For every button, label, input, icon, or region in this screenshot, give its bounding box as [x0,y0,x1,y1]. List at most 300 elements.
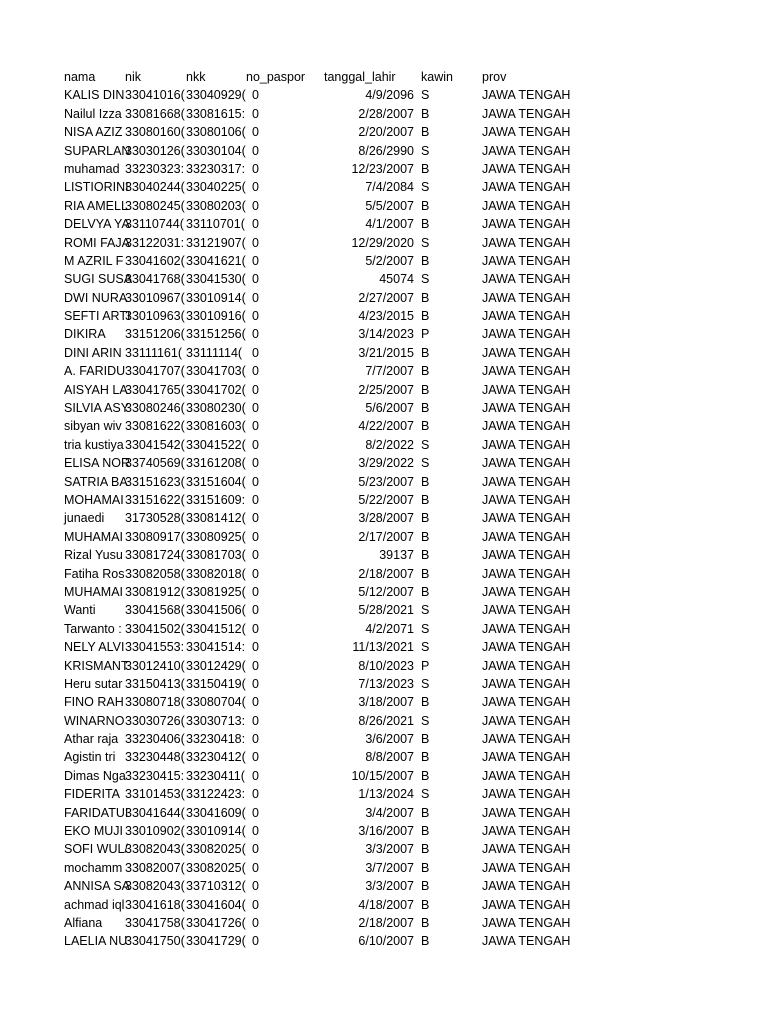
cell-nik[interactable]: 33030726( [125,713,185,728]
cell-kawin[interactable]: B [421,879,430,894]
cell-prov[interactable]: JAWA TENGAH [482,309,571,324]
cell-nik[interactable]: 33081724( [125,548,185,563]
cell-kawin[interactable]: S [421,640,430,655]
cell-kawin[interactable]: B [421,474,430,489]
cell-no-paspor[interactable]: 0 [252,676,259,691]
cell-nkk[interactable]: 33230411( [186,768,245,783]
cell-nkk[interactable]: 33150419( [186,676,246,691]
cell-kawin[interactable]: B [421,824,430,839]
cell-no-paspor[interactable]: 0 [252,143,259,158]
cell-tanggal-lahir[interactable]: 7/7/2007 [365,364,414,379]
cell-prov[interactable]: JAWA TENGAH [482,842,571,857]
cell-no-paspor[interactable]: 0 [252,768,259,783]
cell-nkk[interactable]: 33121907( [186,235,246,250]
cell-no-paspor[interactable]: 0 [252,805,259,820]
cell-nkk[interactable]: 33080203( [186,198,246,213]
cell-nkk[interactable]: 33230317: [186,161,246,176]
cell-no-paspor[interactable]: 0 [252,566,259,581]
cell-prov[interactable]: JAWA TENGAH [482,143,571,158]
cell-nama[interactable]: Fatiha Ros [64,566,125,581]
cell-no-paspor[interactable]: 0 [252,842,259,857]
cell-nkk[interactable]: 33082025( [186,842,246,857]
cell-tanggal-lahir[interactable]: 5/23/2007 [358,474,414,489]
cell-no-paspor[interactable]: 0 [252,364,259,379]
cell-nkk[interactable]: 33030104( [186,143,246,158]
cell-prov[interactable]: JAWA TENGAH [482,640,571,655]
cell-prov[interactable]: JAWA TENGAH [482,401,571,416]
cell-kawin[interactable]: S [421,437,430,452]
cell-no-paspor[interactable]: 0 [252,511,259,526]
cell-prov[interactable]: JAWA TENGAH [482,934,571,949]
cell-tanggal-lahir[interactable]: 8/26/2990 [358,143,414,158]
cell-nkk[interactable]: 33081615: [186,106,246,121]
cell-nama[interactable]: SUGI SUSA [64,272,133,287]
cell-nkk[interactable]: 33041726( [186,915,246,930]
cell-nkk[interactable]: 33041514: [186,640,246,655]
cell-prov[interactable]: JAWA TENGAH [482,88,571,103]
cell-nik[interactable]: 33080245( [125,198,185,213]
cell-no-paspor[interactable]: 0 [252,161,259,176]
cell-nkk[interactable]: 33082025( [186,860,246,875]
cell-nama[interactable]: Rizal Yusu [64,548,123,563]
cell-tanggal-lahir[interactable]: 3/18/2007 [358,695,414,710]
cell-no-paspor[interactable]: 0 [252,327,259,342]
cell-kawin[interactable]: B [421,401,430,416]
cell-tanggal-lahir[interactable]: 12/29/2020 [351,235,414,250]
cell-nkk[interactable]: 33010916( [186,309,246,324]
cell-nama[interactable]: SOFI WUL/ [64,842,128,857]
cell-nik[interactable]: 33110744( [125,217,184,232]
cell-no-paspor[interactable]: 0 [252,106,259,121]
cell-prov[interactable]: JAWA TENGAH [482,492,571,507]
cell-no-paspor[interactable]: 0 [252,419,259,434]
cell-nkk[interactable]: 33041729( [186,934,246,949]
cell-no-paspor[interactable]: 0 [252,401,259,416]
cell-prov[interactable]: JAWA TENGAH [482,897,571,912]
cell-no-paspor[interactable]: 0 [252,217,259,232]
cell-kawin[interactable]: S [421,143,430,158]
cell-nkk[interactable]: 33041703( [186,364,246,379]
cell-tanggal-lahir[interactable]: 5/5/2007 [365,198,414,213]
cell-prov[interactable]: JAWA TENGAH [482,161,571,176]
cell-kawin[interactable]: S [421,456,430,471]
cell-nkk[interactable]: 33040929( [186,88,246,103]
cell-nik[interactable]: 33740569( [125,456,185,471]
cell-nkk[interactable]: 33081703( [186,548,246,563]
cell-nik[interactable]: 33040244( [125,180,185,195]
cell-tanggal-lahir[interactable]: 2/25/2007 [358,382,414,397]
cell-kawin[interactable]: B [421,768,430,783]
cell-no-paspor[interactable]: 0 [252,658,259,673]
cell-nik[interactable]: 33230406( [125,732,185,747]
cell-no-paspor[interactable]: 0 [252,640,259,655]
cell-nik[interactable]: 33082043( [125,879,185,894]
cell-nik[interactable]: 33151206( [125,327,185,342]
cell-tanggal-lahir[interactable]: 3/28/2007 [358,511,414,526]
cell-nama[interactable]: WINARNO [64,713,125,728]
cell-nama[interactable]: MUHAMAI [64,584,124,599]
header-nkk[interactable]: nkk [186,70,206,84]
cell-no-paspor[interactable]: 0 [252,548,259,563]
header-tanggal-lahir[interactable]: tanggal_lahir [324,70,396,84]
cell-nama[interactable]: junaedi [64,511,105,526]
cell-tanggal-lahir[interactable]: 7/4/2084 [365,180,414,195]
cell-tanggal-lahir[interactable]: 6/10/2007 [358,934,414,949]
cell-nik[interactable]: 33030126( [125,143,185,158]
cell-no-paspor[interactable]: 0 [252,695,259,710]
cell-nkk[interactable]: 33041621( [186,253,246,268]
cell-nik[interactable]: 33080160( [125,125,185,140]
cell-prov[interactable]: JAWA TENGAH [482,235,571,250]
cell-prov[interactable]: JAWA TENGAH [482,253,571,268]
cell-nama[interactable]: MOHAMAI [64,492,124,507]
cell-tanggal-lahir[interactable]: 5/12/2007 [358,584,414,599]
header-nik[interactable]: nik [125,70,141,84]
cell-nik[interactable]: 33010963( [125,309,185,324]
cell-nik[interactable]: 33041707( [125,364,185,379]
cell-prov[interactable]: JAWA TENGAH [482,768,571,783]
cell-nkk[interactable]: 33122423: [186,787,246,802]
cell-prov[interactable]: JAWA TENGAH [482,676,571,691]
cell-prov[interactable]: JAWA TENGAH [482,805,571,820]
cell-nama[interactable]: MUHAMAI [64,529,124,544]
cell-nama[interactable]: achmad iql [64,897,125,912]
cell-nama[interactable]: NELY ALVI [64,640,125,655]
cell-tanggal-lahir[interactable]: 4/22/2007 [358,419,414,434]
cell-prov[interactable]: JAWA TENGAH [482,125,571,140]
cell-tanggal-lahir[interactable]: 3/21/2015 [358,345,414,360]
cell-nama[interactable]: mochamm [64,860,123,875]
cell-nkk[interactable]: 33151604( [186,474,246,489]
cell-prov[interactable]: JAWA TENGAH [482,364,571,379]
cell-no-paspor[interactable]: 0 [252,474,259,489]
cell-tanggal-lahir[interactable]: 1/13/2024 [358,787,414,802]
cell-kawin[interactable]: P [421,658,430,673]
cell-no-paspor[interactable]: 0 [252,198,259,213]
cell-prov[interactable]: JAWA TENGAH [482,787,571,802]
cell-no-paspor[interactable]: 0 [252,621,259,636]
cell-no-paspor[interactable]: 0 [252,235,259,250]
cell-nama[interactable]: AISYAH LA [64,382,128,397]
cell-prov[interactable]: JAWA TENGAH [482,437,571,452]
cell-nama[interactable]: Athar raja [64,732,119,747]
cell-nama[interactable]: DIKIRA [64,327,106,342]
cell-nama[interactable]: Heru sutar [64,676,123,691]
cell-kawin[interactable]: B [421,345,430,360]
header-no-paspor[interactable]: no_paspor [246,70,306,84]
cell-tanggal-lahir[interactable]: 2/17/2007 [358,529,414,544]
cell-nik[interactable]: 33041750( [125,934,185,949]
cell-nama[interactable]: Tarwanto : [64,621,122,636]
cell-nik[interactable]: 33122031: [125,235,185,250]
cell-kawin[interactable]: B [421,732,430,747]
cell-kawin[interactable]: S [421,88,430,103]
cell-no-paspor[interactable]: 0 [252,88,259,103]
cell-nik[interactable]: 33010967( [125,290,185,305]
cell-tanggal-lahir[interactable]: 2/18/2007 [358,915,414,930]
cell-nkk[interactable]: 33080704( [186,695,246,710]
cell-prov[interactable]: JAWA TENGAH [482,272,571,287]
cell-nik[interactable]: 33082058( [125,566,185,581]
cell-nkk[interactable]: 33710312( [186,879,246,894]
cell-nama[interactable]: NISA AZIZ [64,125,123,140]
cell-prov[interactable]: JAWA TENGAH [482,511,571,526]
cell-tanggal-lahir[interactable]: 5/2/2007 [365,253,414,268]
cell-nama[interactable]: muhamad [64,161,120,176]
cell-kawin[interactable]: P [421,327,430,342]
cell-kawin[interactable]: B [421,860,430,875]
cell-nik[interactable]: 33041644( [125,805,185,820]
cell-nik[interactable]: 33041758( [125,915,185,930]
cell-no-paspor[interactable]: 0 [252,915,259,930]
cell-nama[interactable]: sibyan wiv [64,419,122,434]
cell-kawin[interactable]: B [421,309,430,324]
cell-tanggal-lahir[interactable]: 3/14/2023 [358,327,414,342]
cell-prov[interactable]: JAWA TENGAH [482,566,571,581]
cell-no-paspor[interactable]: 0 [252,879,259,894]
cell-nkk[interactable]: 33010914( [186,824,246,839]
cell-nama[interactable]: Nailul Izza [64,106,122,121]
cell-kawin[interactable]: S [421,272,430,287]
cell-prov[interactable]: JAWA TENGAH [482,860,571,875]
cell-nama[interactable]: ROMI FAJA [64,235,130,250]
cell-tanggal-lahir[interactable]: 8/10/2023 [358,658,414,673]
cell-kawin[interactable]: B [421,915,430,930]
cell-nkk[interactable]: 33081925( [186,584,246,599]
cell-prov[interactable]: JAWA TENGAH [482,456,571,471]
cell-nkk[interactable]: 33041609( [186,805,246,820]
cell-nkk[interactable]: 33041512( [186,621,246,636]
cell-nama[interactable]: DWI NURA [64,290,128,305]
cell-nkk[interactable]: 33081412( [186,511,246,526]
cell-nama[interactable]: Wanti [64,603,96,618]
cell-prov[interactable]: JAWA TENGAH [482,106,571,121]
cell-no-paspor[interactable]: 0 [252,897,259,912]
cell-nama[interactable]: Alfiana [64,915,103,930]
cell-tanggal-lahir[interactable]: 2/28/2007 [358,106,414,121]
cell-prov[interactable]: JAWA TENGAH [482,584,571,599]
cell-prov[interactable]: JAWA TENGAH [482,419,571,434]
cell-kawin[interactable]: S [421,621,430,636]
cell-nama[interactable]: ANNISA SA [64,879,130,894]
cell-kawin[interactable]: B [421,529,430,544]
cell-tanggal-lahir[interactable]: 4/9/2096 [365,88,414,103]
cell-nkk[interactable]: 33041604( [186,897,246,912]
cell-no-paspor[interactable]: 0 [252,787,259,802]
cell-nik[interactable]: 33230448( [125,750,185,765]
cell-prov[interactable]: JAWA TENGAH [482,695,571,710]
cell-tanggal-lahir[interactable]: 12/23/2007 [351,161,414,176]
cell-nama[interactable]: A. FARIDU [64,364,126,379]
cell-no-paspor[interactable]: 0 [252,860,259,875]
cell-kawin[interactable]: B [421,750,430,765]
cell-nik[interactable]: 33041502( [125,621,185,636]
cell-no-paspor[interactable]: 0 [252,253,259,268]
cell-kawin[interactable]: S [421,603,430,618]
cell-prov[interactable]: JAWA TENGAH [482,180,571,195]
cell-kawin[interactable]: B [421,364,430,379]
cell-tanggal-lahir[interactable]: 2/18/2007 [358,566,414,581]
cell-nkk[interactable]: 33041506( [186,603,246,618]
cell-nik[interactable]: 33151622( [125,492,185,507]
cell-kawin[interactable]: B [421,419,430,434]
cell-no-paspor[interactable]: 0 [252,382,259,397]
cell-kawin[interactable]: B [421,106,430,121]
cell-nama[interactable]: Dimas Nga [64,768,126,783]
cell-nkk[interactable]: 33230418: [186,732,246,747]
cell-prov[interactable]: JAWA TENGAH [482,658,571,673]
cell-tanggal-lahir[interactable]: 2/27/2007 [358,290,414,305]
cell-kawin[interactable]: B [421,897,430,912]
cell-tanggal-lahir[interactable]: 5/6/2007 [365,401,414,416]
cell-nkk[interactable]: 33161208( [186,456,246,471]
cell-prov[interactable]: JAWA TENGAH [482,529,571,544]
cell-nkk[interactable]: 33080106( [186,125,246,140]
cell-nik[interactable]: 33041016( [125,88,185,103]
cell-nik[interactable]: 33041542( [125,437,185,452]
cell-nama[interactable]: LAELIA NU [64,934,128,949]
cell-nkk[interactable]: 33080925( [186,529,246,544]
cell-tanggal-lahir[interactable]: 3/7/2007 [365,860,414,875]
cell-prov[interactable]: JAWA TENGAH [482,750,571,765]
cell-no-paspor[interactable]: 0 [252,713,259,728]
cell-prov[interactable]: JAWA TENGAH [482,879,571,894]
cell-nik[interactable]: 33101453( [125,787,185,802]
cell-prov[interactable]: JAWA TENGAH [482,290,571,305]
cell-nik[interactable]: 33041765( [125,382,185,397]
cell-kawin[interactable]: B [421,125,430,140]
cell-prov[interactable]: JAWA TENGAH [482,474,571,489]
cell-tanggal-lahir[interactable]: 10/15/2007 [351,768,414,783]
cell-prov[interactable]: JAWA TENGAH [482,713,571,728]
cell-nama[interactable]: DELVYA YA [64,217,130,232]
cell-kawin[interactable]: B [421,511,430,526]
cell-nkk[interactable]: 33151609: [186,492,246,507]
cell-nik[interactable]: 33080718( [125,695,185,710]
cell-no-paspor[interactable]: 0 [252,125,259,140]
cell-tanggal-lahir[interactable]: 3/3/2007 [365,879,414,894]
cell-nama[interactable]: FINO RAH [64,695,124,710]
cell-prov[interactable]: JAWA TENGAH [482,603,571,618]
cell-tanggal-lahir[interactable]: 5/22/2007 [358,492,414,507]
header-prov[interactable]: prov [482,70,507,84]
cell-nkk[interactable]: 33041530( [186,272,246,287]
cell-nkk[interactable]: 33080230( [186,401,246,416]
cell-no-paspor[interactable]: 0 [252,290,259,305]
cell-tanggal-lahir[interactable]: 3/6/2007 [365,732,414,747]
cell-nik[interactable]: 33081668( [125,106,185,121]
cell-nama[interactable]: SEFTI ARTI [64,309,131,324]
cell-kawin[interactable]: S [421,676,430,691]
cell-nama[interactable]: DINI ARIN [64,345,122,360]
cell-no-paspor[interactable]: 0 [252,345,259,360]
cell-tanggal-lahir[interactable]: 4/2/2071 [365,621,414,636]
cell-no-paspor[interactable]: 0 [252,732,259,747]
cell-nik[interactable]: 31730528( [125,511,185,526]
cell-nama[interactable]: EKO MUJI [64,824,124,839]
cell-kawin[interactable]: B [421,934,430,949]
cell-prov[interactable]: JAWA TENGAH [482,198,571,213]
cell-kawin[interactable]: B [421,584,430,599]
cell-nama[interactable]: SUPARLAN [64,143,131,158]
cell-kawin[interactable]: B [421,548,430,563]
cell-nkk[interactable]: 33010914( [186,290,246,305]
cell-nama[interactable]: KALIS DIN [64,88,125,103]
cell-nik[interactable]: 33111161( [125,345,182,360]
cell-nik[interactable]: 33010902( [125,824,185,839]
cell-nik[interactable]: 33012410( [125,658,185,673]
cell-nkk[interactable]: 33111114( [186,345,243,360]
cell-kawin[interactable]: B [421,492,430,507]
cell-nama[interactable]: FARIDATUI [64,805,129,820]
cell-nik[interactable]: 33151623( [125,474,185,489]
header-nama[interactable]: nama [64,70,96,84]
cell-nik[interactable]: 33230415: [125,768,185,783]
cell-no-paspor[interactable]: 0 [252,456,259,471]
cell-nik[interactable]: 33230323: [125,161,185,176]
cell-nik[interactable]: 33041602( [125,253,185,268]
cell-no-paspor[interactable]: 0 [252,603,259,618]
cell-nkk[interactable]: 33041702( [186,382,246,397]
cell-nkk[interactable]: 33151256( [186,327,246,342]
cell-nik[interactable]: 33041568( [125,603,185,618]
cell-prov[interactable]: JAWA TENGAH [482,621,571,636]
cell-tanggal-lahir[interactable]: 4/18/2007 [358,897,414,912]
cell-nik[interactable]: 33082007( [125,860,185,875]
cell-no-paspor[interactable]: 0 [252,309,259,324]
cell-tanggal-lahir[interactable]: 8/26/2021 [358,713,414,728]
cell-nkk[interactable]: 33081603( [186,419,246,434]
cell-nama[interactable]: SILVIA ASY [64,401,130,416]
cell-nama[interactable]: tria kustiya [64,437,124,452]
cell-kawin[interactable]: S [421,713,430,728]
cell-kawin[interactable]: S [421,235,430,250]
cell-nkk[interactable]: 33030713: [186,713,246,728]
cell-tanggal-lahir[interactable]: 3/16/2007 [358,824,414,839]
cell-no-paspor[interactable]: 0 [252,824,259,839]
cell-tanggal-lahir[interactable]: 3/4/2007 [365,805,414,820]
cell-nik[interactable]: 33150413( [125,676,185,691]
cell-tanggal-lahir[interactable]: 8/8/2007 [365,750,414,765]
cell-nik[interactable]: 33081622( [125,419,185,434]
cell-nik[interactable]: 33080246( [125,401,185,416]
cell-tanggal-lahir[interactable]: 8/2/2022 [365,437,414,452]
cell-nkk[interactable]: 33230412( [186,750,246,765]
cell-kawin[interactable]: B [421,842,430,857]
cell-nkk[interactable]: 33040225( [186,180,246,195]
cell-kawin[interactable]: B [421,695,430,710]
cell-no-paspor[interactable]: 0 [252,437,259,452]
cell-no-paspor[interactable]: 0 [252,492,259,507]
cell-kawin[interactable]: B [421,805,430,820]
cell-prov[interactable]: JAWA TENGAH [482,915,571,930]
cell-kawin[interactable]: S [421,180,430,195]
cell-no-paspor[interactable]: 0 [252,529,259,544]
cell-nkk[interactable]: 33041522( [186,437,246,452]
cell-nik[interactable]: 33041618( [125,897,185,912]
cell-nama[interactable]: M AZRIL F [64,253,124,268]
cell-tanggal-lahir[interactable]: 3/29/2022 [358,456,414,471]
cell-prov[interactable]: JAWA TENGAH [482,217,571,232]
cell-prov[interactable]: JAWA TENGAH [482,345,571,360]
cell-prov[interactable]: JAWA TENGAH [482,732,571,747]
cell-tanggal-lahir[interactable]: 7/13/2023 [358,676,414,691]
cell-nama[interactable]: Agistin tri [64,750,116,765]
cell-nama[interactable]: SATRIA BA [64,474,128,489]
cell-tanggal-lahir[interactable]: 11/13/2021 [352,640,414,655]
cell-prov[interactable]: JAWA TENGAH [482,824,571,839]
cell-kawin[interactable]: B [421,161,430,176]
